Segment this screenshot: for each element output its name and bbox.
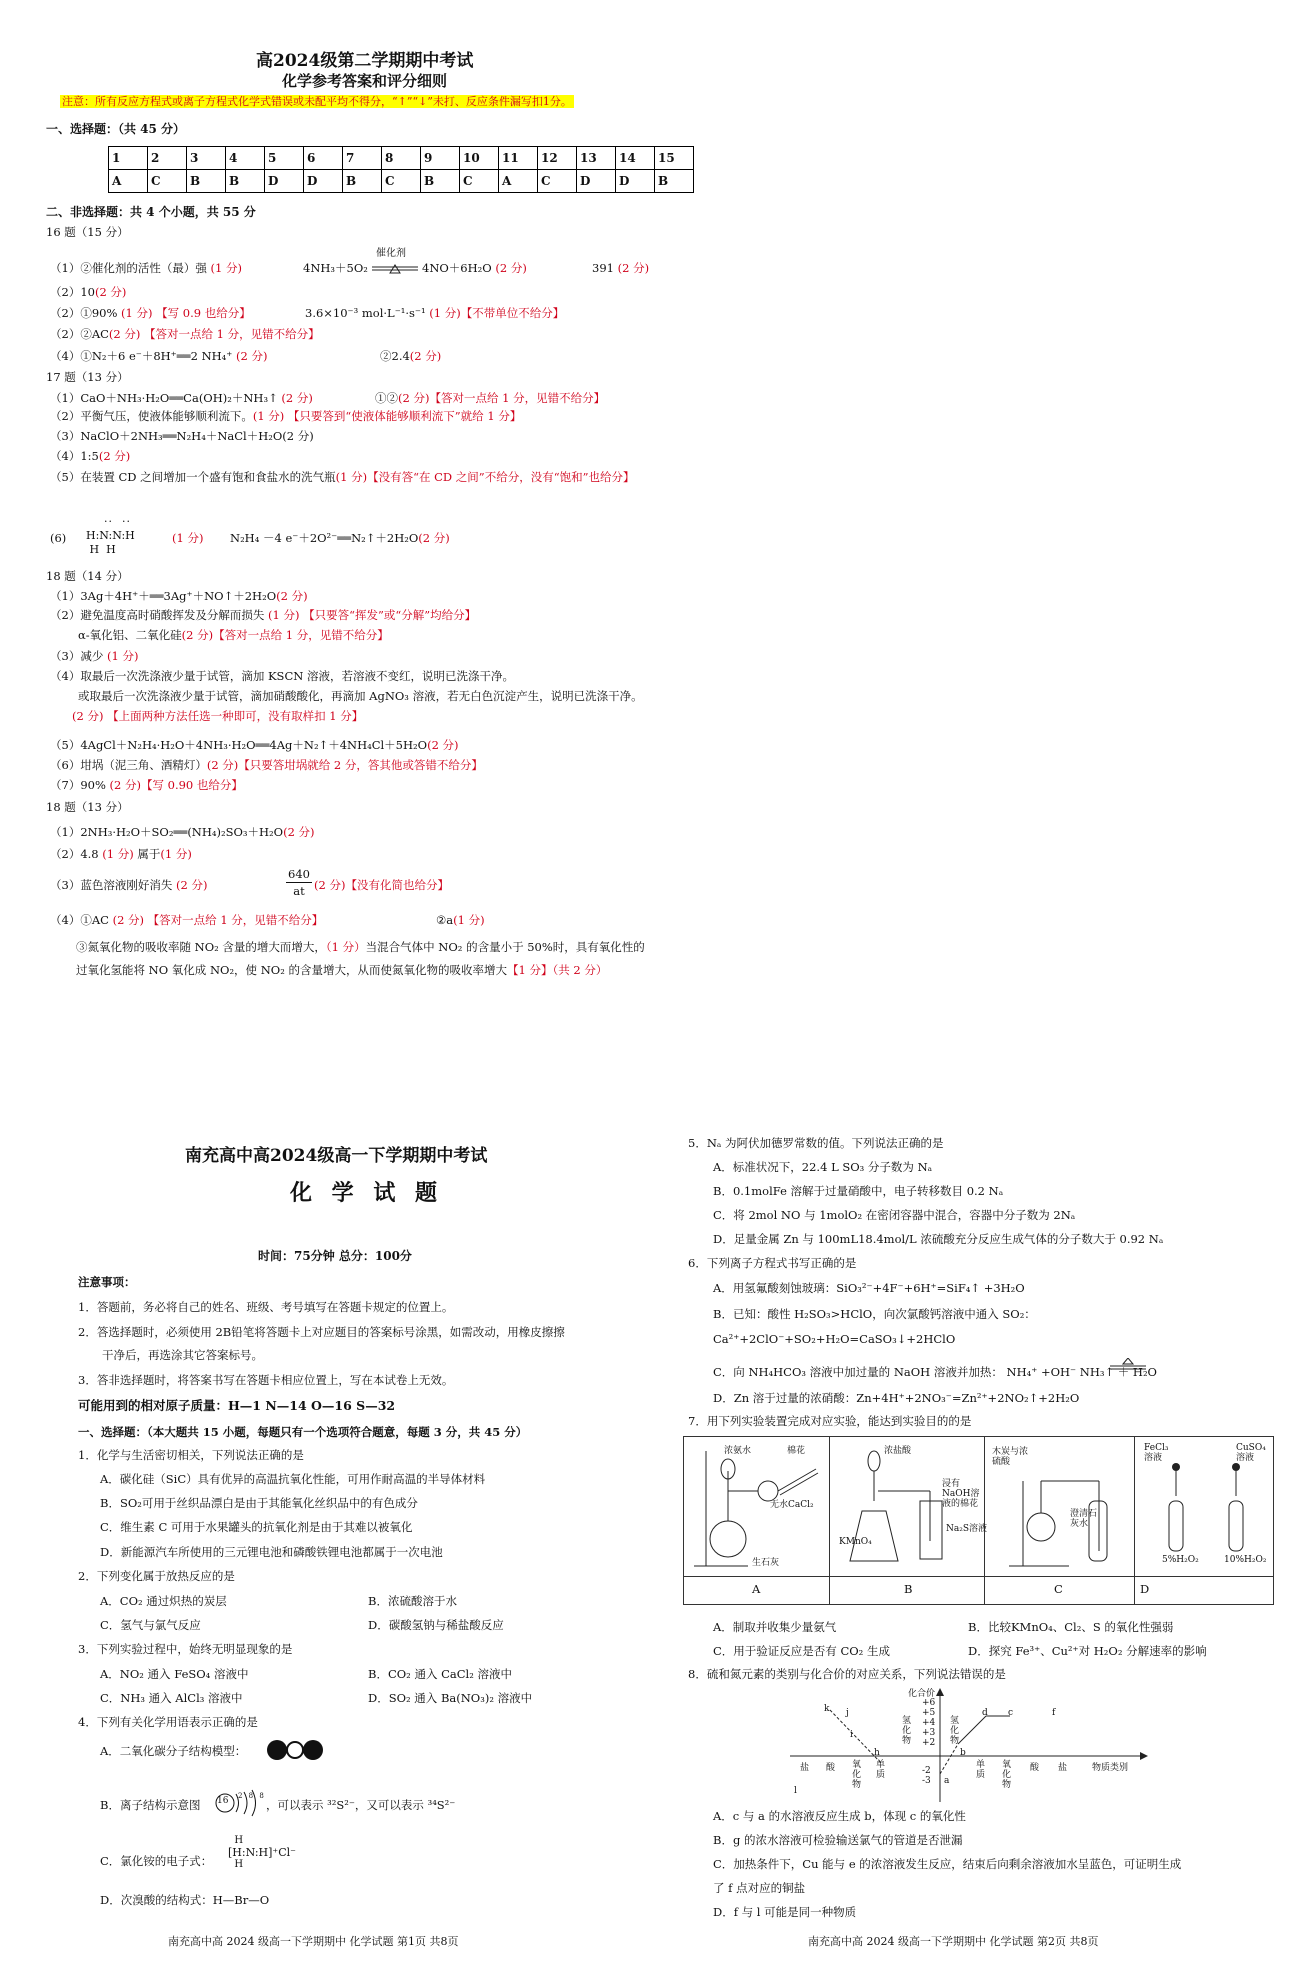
q5-option-a: A．标准状况下，22.4 L SO₃ 分子数为 Nₐ bbox=[713, 1160, 933, 1174]
q5-option-b: B．0.1molFe 溶解于过量硝酸中，电子转移数目 0.2 Nₐ bbox=[713, 1184, 1004, 1198]
mc-number-cell: 9 bbox=[421, 147, 460, 170]
mc-number-cell: 8 bbox=[382, 147, 421, 170]
q17-head: 17 题（13 分） bbox=[46, 370, 129, 384]
label-kmno4: KMnO₄ bbox=[839, 1537, 872, 1547]
label-cotton-a: 棉花 bbox=[787, 1446, 806, 1456]
q16-line4: （2）②AC(2 分) 【答对一点给 1 分，见错不给分】 bbox=[50, 327, 320, 341]
tick-plus5: +5 bbox=[922, 1708, 936, 1718]
q2: 2．下列变化属于放热反应的是 bbox=[78, 1569, 235, 1583]
mc-number-cell: 4 bbox=[226, 147, 265, 170]
exam-subject: 化 学 试 题 bbox=[290, 1180, 443, 1206]
q4: 4．下列有关化学用语表示正确的是 bbox=[78, 1715, 258, 1729]
footer-page-1: 南充高中高 2024 级高一下学期期中 化学试题 第1页 共8页 bbox=[168, 1935, 459, 1948]
q17-line6c: N₂H₄ －4 e⁻＋2O²⁻══N₂↑＋2H₂O(2 分) bbox=[230, 531, 450, 545]
q6-option-b: B．已知：酸性 H₂SO₃>HClO，向次氯酸钙溶液中通入 SO₂： bbox=[713, 1307, 1036, 1321]
q17-line5: （5）在装置 CD 之间增加一个盛有饱和食盐水的洗气瓶(1 分)【没有答“在 CD 之间”不给分，没有“饱和”也给分】 bbox=[50, 470, 635, 484]
mc-number-cell: 11 bbox=[499, 147, 538, 170]
point-a: a bbox=[944, 1776, 950, 1786]
label-5pct-h2o2: 5%H₂O₂ bbox=[1162, 1555, 1199, 1565]
q8-option-a: A．c 与 a 的水溶液反应生成 b，体现 c 的氧化性 bbox=[713, 1809, 966, 1823]
q7-option-d: D．探究 Fe³⁺、Cu²⁺对 H₂O₂ 分解速率的影响 bbox=[968, 1644, 1207, 1658]
q18-line9: （6）坩埚（泥三角、酒精灯）(2 分)【只要答坩埚就给 2 分，答其他或答错不给分】 bbox=[50, 758, 483, 772]
q18-line1: （1）3Ag＋4H⁺＋══3Ag⁺＋NO↑＋2H₂O(2 分) bbox=[50, 589, 308, 603]
mc-answer-cell: A bbox=[499, 170, 538, 193]
mc-answer-cell: C bbox=[382, 170, 421, 193]
label-10pct-h2o2: 10%H₂O₂ bbox=[1224, 1555, 1267, 1565]
label-cuso4: CuSO₄溶液 bbox=[1236, 1443, 1266, 1463]
valence-chart-axes bbox=[790, 1686, 1150, 1802]
q2-option-a: A．CO₂ 通过炽热的炭层 bbox=[100, 1594, 227, 1608]
q18-line10: （7）90% (2 分)【写 0.90 也给分】 bbox=[50, 778, 243, 792]
q19-line4b: ②a(1 分) bbox=[436, 913, 485, 927]
label-conc-ammonia: 浓氨水 bbox=[724, 1446, 752, 1456]
mc-number-cell: 3 bbox=[187, 147, 226, 170]
q18-line4: （3）减少 (1 分) bbox=[50, 649, 139, 663]
q16-eq1: 4NH₃＋5O₂ bbox=[303, 261, 368, 275]
q19-line6: 过氧化氢能将 NO 氧化成 NO₂，使 NO₂ 的含量增大，从而使氮氧化物的吸收率增大【1 分】（共 2 分） bbox=[76, 963, 608, 977]
atomic-masses: 可能用到的相对原子质量：H—1 N—14 O—16 S—32 bbox=[78, 1398, 396, 1413]
q19-line4: （4）①AC (2 分) 【答对一点给 1 分，见错不给分】 bbox=[50, 913, 324, 927]
fig-col-a: A bbox=[752, 1582, 761, 1596]
answer-title: 高2024级第二学期期中考试 bbox=[256, 51, 474, 71]
catalyst-label: 催化剂 bbox=[376, 248, 406, 259]
cat-left-acid: 酸 bbox=[826, 1763, 836, 1773]
mc-answer-cell: C bbox=[460, 170, 499, 193]
point-f: f bbox=[1052, 1708, 1056, 1718]
q3-option-b: B．CO₂ 通入 CaCl₂ 溶液中 bbox=[368, 1667, 512, 1681]
q8-option-c1: C．加热条件下，Cu 能与 e 的浓溶液发生反应，结束后向剩余溶液加水呈蓝色，可证明生成 bbox=[713, 1857, 1182, 1871]
cat-left-element: 单质 bbox=[876, 1760, 886, 1780]
q6-option-b-eq: Ca²⁺+2ClO⁻+SO₂+H₂O=CaSO₃↓+2HClO bbox=[713, 1332, 956, 1346]
q18-line5: （4）取最后一次洗涤液少量于试管，滴加 KSCN 溶液，若溶液不变红，说明已洗涤干净。 bbox=[50, 669, 514, 683]
mc-number-cell: 2 bbox=[148, 147, 187, 170]
point-i: i bbox=[850, 1730, 853, 1740]
fig-label-row-divider bbox=[684, 1576, 1273, 1577]
q18-line8: （5）4AgCl＋N₂H₄·H₂O＋4NH₃·H₂O══4Ag＋N₂↑＋4NH₄Cl＋5H₂O(2 分) bbox=[50, 738, 459, 752]
q19-line3c: (2 分)【没有化简也给分】 bbox=[314, 878, 449, 892]
heat-arrow bbox=[1110, 1358, 1146, 1372]
q17-line3: （3）NaClO＋2NH₃══N₂H₄＋NaCl＋H₂O(2 分) bbox=[50, 429, 314, 443]
q16-line5: （4）①N₂＋6 e⁻＋8H⁺══2 NH₄⁺ (2 分) bbox=[50, 349, 268, 363]
q1: 1．化学与生活密切相关，下列说法正确的是 bbox=[78, 1448, 304, 1462]
ion-electron-shells: 2 8 8 bbox=[238, 1792, 266, 1800]
q2-option-d: D．碳酸氢钠与稀盐酸反应 bbox=[368, 1618, 504, 1632]
mc-answer-cell: C bbox=[148, 170, 187, 193]
mc-heading: 一、选择题：（共 45 分） bbox=[46, 122, 186, 136]
cat-right-acid: 酸 bbox=[1030, 1763, 1040, 1773]
mc-number-cell: 15 bbox=[655, 147, 694, 170]
q7: 7．用下列实验装置完成对应实验，能达到实验目的的是 bbox=[688, 1414, 972, 1428]
q6-option-c: C．向 NH₄HCO₃ 溶液中加过量的 NaOH 溶液并加热： NH₄⁺ +OH⁻ NH₃↑ ＋ H₂O bbox=[713, 1365, 1157, 1379]
mc-answer-cell: D bbox=[577, 170, 616, 193]
q3-option-c: C．NH₃ 通入 AlCl₃ 溶液中 bbox=[100, 1691, 243, 1705]
mc-answer-cell: D bbox=[616, 170, 655, 193]
chart-ylabel: 化合价 bbox=[908, 1689, 936, 1699]
q6-option-a: A．用氢氟酸刻蚀玻璃：SiO₃²⁻+4F⁻+6H⁺=SiF₄↑ +3H₂O bbox=[713, 1281, 1025, 1295]
q2-option-c: C．氢气与氯气反应 bbox=[100, 1618, 201, 1632]
q18-line7: (2 分) 【上面两种方法任选一种即可，没有取样扣 1 分】 bbox=[72, 709, 364, 723]
answer-subtitle: 化学参考答案和评分细则 bbox=[282, 72, 448, 90]
q3-option-a: A．NO₂ 通入 FeSO₄ 溶液中 bbox=[100, 1667, 249, 1681]
mc-answer-cell: B bbox=[187, 170, 226, 193]
nonmc-heading: 二、非选择题：共 4 个小题，共 55 分 bbox=[46, 205, 256, 219]
q7-option-b: B．比较KMnO₄、Cl₂、S 的氧化性强弱 bbox=[968, 1620, 1174, 1634]
label-quicklime: 生石灰 bbox=[752, 1558, 780, 1568]
mc-answer-cell: B bbox=[655, 170, 694, 193]
q4-option-c: C．氯化铵的电子式： bbox=[100, 1854, 213, 1868]
q17-line6: (6) bbox=[50, 531, 67, 545]
point-k: k bbox=[824, 1704, 830, 1714]
q16-rate: 3.6×10⁻³ mol·L⁻¹·s⁻¹ (1 分)【不带单位不给分】 bbox=[305, 306, 565, 320]
valence-class-chart bbox=[790, 1686, 1150, 1802]
note-2b: 干净后，再选涂其它答案标号。 bbox=[102, 1348, 263, 1362]
q5-option-d: D．足量金属 Zn 与 100mL18.4mol/L 浓硫酸充分反应生成气体的分子数大于 0.92 Nₐ bbox=[713, 1232, 1164, 1246]
label-conc-hcl: 浓盐酸 bbox=[884, 1446, 912, 1456]
cat-left-salt: 盐 bbox=[800, 1763, 810, 1773]
q6-option-d: D．Zn 溶于过量的浓硝酸：Zn+4H⁺+2NO₃⁻=Zn²⁺+2NO₂↑+2H₂O bbox=[713, 1391, 1080, 1405]
mc-answer-cell: D bbox=[265, 170, 304, 193]
q3: 3．下列实验过程中，始终无明显现象的是 bbox=[78, 1642, 293, 1656]
q17-line1b: ①②(2 分)【答对一点给 1 分，见错不给分】 bbox=[375, 391, 606, 405]
q18-line6: 或取最后一次洗涤液少量于试管，滴加硝酸酸化，再滴加 AgNO₃ 溶液，若无白色沉淀产生，说明已洗涤干净。 bbox=[78, 689, 643, 703]
cat-left-oxide: 氧化物 bbox=[852, 1760, 862, 1790]
fraction-640-over-at: 640 at bbox=[286, 866, 312, 899]
mc-number-cell: 5 bbox=[265, 147, 304, 170]
mc-answer-cell: B bbox=[226, 170, 265, 193]
label-limewater: 澄清石灰水 bbox=[1070, 1509, 1098, 1529]
mc-answer-row bbox=[109, 170, 694, 193]
q19-line5: ③氮氧化物的吸收率随 NO₂ 含量的增大而增大，（1 分）当混合气体中 NO₂ 的含量小于 50%时，具有氧化性的 bbox=[76, 940, 645, 954]
q8: 8．硫和氮元素的类别与化合价的对应关系，下列说法错误的是 bbox=[688, 1667, 1006, 1681]
q1-option-b: B．SO₂可用于丝织品漂白是由于其能氧化丝织品中的有色成分 bbox=[100, 1496, 418, 1510]
point-l: l bbox=[794, 1786, 797, 1796]
exam-time: 时间：75分钟 总分：100分 bbox=[258, 1249, 412, 1263]
tick-plus3: +3 bbox=[922, 1728, 936, 1738]
q4-option-a: A．二氧化碳分子结构模型： bbox=[100, 1744, 247, 1758]
mc-number-cell: 12 bbox=[538, 147, 577, 170]
q19-line3: （3）蓝色溶液刚好消失 (2 分) bbox=[50, 878, 208, 892]
q18-line2: （2）避免温度高时硝酸挥发及分解而损失 (1 分) 【只要答“挥发”或“分解”均给分】 bbox=[50, 608, 477, 622]
q6: 6．下列离子方程式书写正确的是 bbox=[688, 1256, 857, 1270]
q19-line2: （2）4.8 (1 分) 属于(1 分) bbox=[50, 847, 192, 861]
mc-answer-cell: B bbox=[421, 170, 460, 193]
q2-option-b: B．浓硫酸溶于水 bbox=[368, 1594, 457, 1608]
fig-col-c: C bbox=[1054, 1582, 1063, 1596]
mc-answer-cell: A bbox=[109, 170, 148, 193]
q4-option-b-rest: ，可以表示 ³²S²⁻，又可以表示 ³⁴S²⁻ bbox=[266, 1798, 456, 1812]
notes-head: 注意事项： bbox=[78, 1275, 136, 1289]
fig-col-b: B bbox=[904, 1582, 913, 1596]
fig-col-d: D bbox=[1140, 1582, 1150, 1596]
q5: 5．Nₐ 为阿伏加德罗常数的值。下列说法正确的是 bbox=[688, 1136, 944, 1150]
cat-left-hydride: 氢化物 bbox=[902, 1716, 912, 1746]
point-c: c bbox=[1008, 1708, 1014, 1718]
mc-number-cell: 13 bbox=[577, 147, 616, 170]
mc-answer-cell: B bbox=[343, 170, 382, 193]
mc-answer-cell: C bbox=[538, 170, 577, 193]
mc-number-row bbox=[109, 147, 694, 170]
fig-divider-1 bbox=[829, 1437, 830, 1604]
hydrazine-electron-formula: ·· ·· H:N:N:H H H bbox=[86, 515, 135, 556]
q7-option-c: C．用于验证反应是否有 CO₂ 生成 bbox=[713, 1644, 890, 1658]
q16-head: 16 题（15 分） bbox=[46, 225, 129, 239]
q8-option-d: D．f 与 l 可能是同一种物质 bbox=[713, 1905, 857, 1919]
cat-right-element: 单质 bbox=[976, 1760, 986, 1780]
q8-option-b: B．g 的浓水溶液可检验输送氯气的管道是否泄漏 bbox=[713, 1833, 963, 1847]
section-1-heading: 一、选择题：（本大题共 15 小题，每题只有一个选项符合题意，每题 3 分，共 45 分） bbox=[78, 1425, 528, 1439]
label-anhydrous-cacl2: 无水CaCl₂ bbox=[770, 1500, 814, 1510]
mc-answer-cell: D bbox=[304, 170, 343, 193]
q16-line5b: ②2.4(2 分) bbox=[380, 349, 442, 363]
tick-plus6: +6 bbox=[922, 1698, 936, 1708]
point-j: j bbox=[846, 1708, 849, 1718]
q18-line3: α-氧化铝、二氧化硅(2 分)【答对一点给 1 分，见错不给分】 bbox=[78, 628, 389, 642]
q7-apparatus-figure bbox=[683, 1436, 1274, 1605]
tick-plus2: +2 bbox=[922, 1738, 936, 1748]
reaction-arrow-heat bbox=[372, 261, 418, 275]
mc-number-cell: 10 bbox=[460, 147, 499, 170]
q16-line1: （1）②催化剂的活性（最）强 (1 分) bbox=[50, 261, 242, 275]
q16-eq1b: 4NO＋6H₂O (2 分) bbox=[422, 261, 527, 275]
mc-answer-table bbox=[108, 146, 694, 193]
q3-option-d: D．SO₂ 通入 Ba(NO₃)₂ 溶液中 bbox=[368, 1691, 533, 1705]
q16-line3: （2）①90% (1 分) 【写 0.9 也给分】 bbox=[50, 306, 251, 320]
footer-page-2: 南充高中高 2024 级高一下学期期中 化学试题 第2页 共8页 bbox=[808, 1935, 1099, 1948]
q4-option-d: D．次溴酸的结构式：H—Br—O bbox=[100, 1893, 270, 1907]
tick-minus2: -2 bbox=[922, 1766, 931, 1776]
q19-head: 18 题（13 分） bbox=[46, 800, 129, 814]
mc-number-cell: 1 bbox=[109, 147, 148, 170]
q16-line2: （2）10(2 分) bbox=[50, 285, 127, 299]
q1-option-a: A．碳化硅（SiC）具有优异的高温抗氧化性能，可用作耐高温的半导体材料 bbox=[100, 1472, 486, 1486]
q7-option-a: A．制取并收集少量氨气 bbox=[713, 1620, 837, 1634]
label-fecl3: FeCl₃溶液 bbox=[1144, 1443, 1169, 1463]
fig-divider-3 bbox=[1134, 1437, 1135, 1604]
q4-option-b: B．离子结构示意图 bbox=[100, 1798, 201, 1812]
point-h: h bbox=[874, 1748, 880, 1758]
q5-option-c: C．将 2mol NO 与 1molO₂ 在密闭容器中混合，容器中分子数为 2Nₐ bbox=[713, 1208, 1076, 1222]
label-na2s: Na₂S溶液 bbox=[946, 1524, 988, 1534]
exam-title: 南充高中高2024级高一下学期期中考试 bbox=[185, 1146, 488, 1166]
q16-391: 391 (2 分) bbox=[592, 261, 650, 275]
tick-plus4: +4 bbox=[922, 1718, 936, 1728]
tick-minus3: -3 bbox=[922, 1776, 931, 1786]
chart-xlabel: 物质类别 bbox=[1092, 1763, 1129, 1773]
scoring-notice: 注意：所有反应方程式或离子方程式化学式错误或未配平均不得分，“↑”“↓”未打、反应条件漏写扣1分。 bbox=[62, 95, 572, 108]
ammonium-chloride-electron-formula: H [H:N:H]⁺Cl⁻ H bbox=[228, 1835, 296, 1870]
mc-number-cell: 6 bbox=[304, 147, 343, 170]
q17-line6b: (1 分) bbox=[172, 531, 204, 545]
q17-line2: （2）平衡气压，使液体能够顺利流下。(1 分) 【只要答到“使液体能够顺利流下”就给 1 分】 bbox=[50, 409, 522, 423]
q8-option-c2: 了 f 点对应的铜盐 bbox=[713, 1881, 806, 1895]
q1-option-c: C．维生素 C 可用于水果罐头的抗氧化剂是由于其难以被氧化 bbox=[100, 1520, 413, 1534]
note-3: 3．答非选择题时，将答案书写在答题卡相应位置上，写在本试卷上无效。 bbox=[78, 1373, 454, 1387]
q19-line1: （1）2NH₃·H₂O＋SO₂══(NH₄)₂SO₃＋H₂O(2 分) bbox=[50, 825, 315, 839]
co2-ball-model bbox=[266, 1739, 324, 1761]
note-2a: 2．答选择题时，必须使用 2B铅笔将答题卡上对应题目的答案标号涂黑，如需改动，用橡皮擦擦 bbox=[78, 1325, 565, 1339]
cat-right-hydride: 氢化物 bbox=[950, 1716, 960, 1746]
q17-line1: （1）CaO＋NH₃·H₂O══Ca(OH)₂＋NH₃↑ (2 分) bbox=[50, 391, 313, 405]
cat-right-salt: 盐 bbox=[1058, 1763, 1068, 1773]
mc-number-cell: 14 bbox=[616, 147, 655, 170]
ion-nucleus-charge: 16 bbox=[217, 1796, 229, 1806]
label-charcoal-h2so4: 木炭与浓硫酸 bbox=[992, 1447, 1029, 1467]
q17-line4: （4）1:5(2 分) bbox=[50, 449, 131, 463]
q18-head: 18 题（14 分） bbox=[46, 569, 129, 583]
point-d: d bbox=[982, 1708, 988, 1718]
cat-right-oxide: 氧化物 bbox=[1002, 1760, 1012, 1790]
label-naoh-cotton: 浸有NaOH溶液的棉花 bbox=[942, 1479, 980, 1509]
q1-option-d: D．新能源汽车所使用的三元锂电池和磷酸铁锂电池都属于一次电池 bbox=[100, 1545, 443, 1559]
point-b: b bbox=[960, 1748, 966, 1758]
note-1: 1．答题前，务必将自己的姓名、班级、考号填写在答题卡规定的位置上。 bbox=[78, 1300, 454, 1314]
mc-number-cell: 7 bbox=[343, 147, 382, 170]
